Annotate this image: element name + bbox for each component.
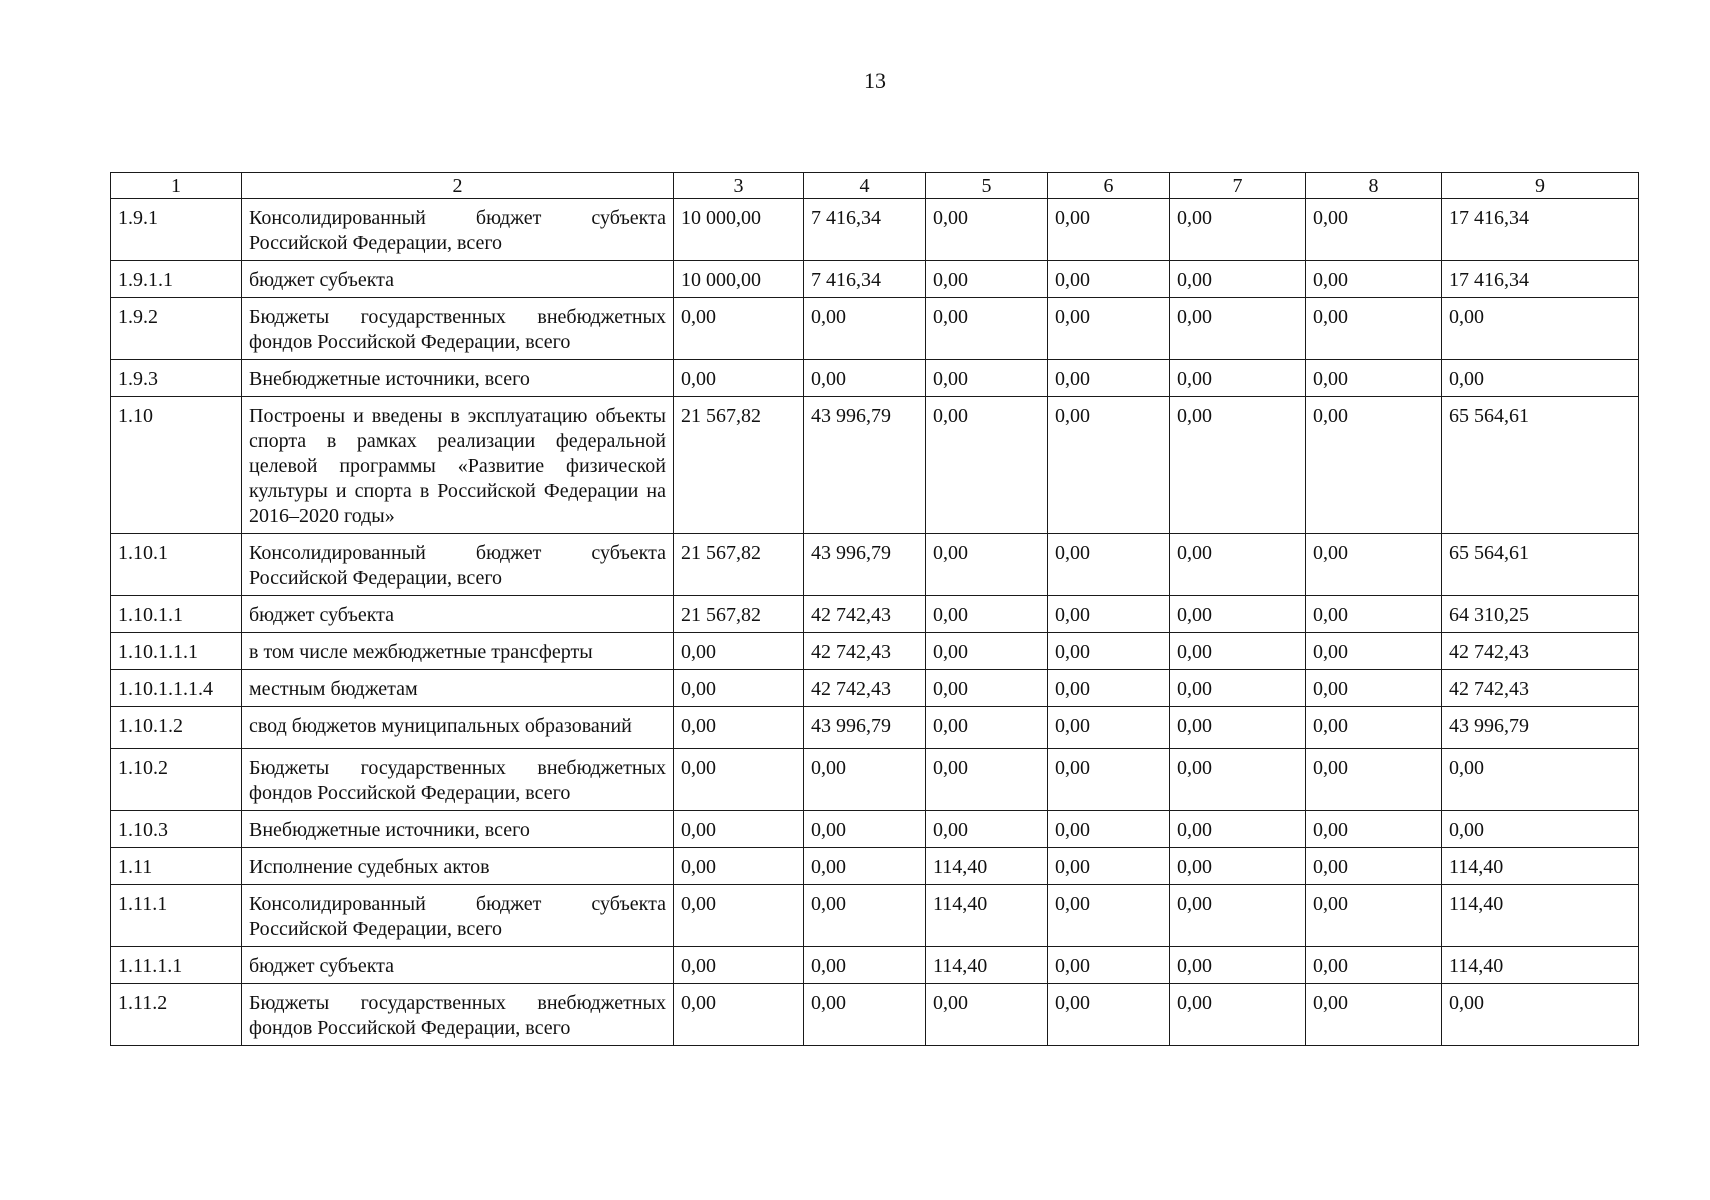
row-value-col6: 0,00 <box>1048 261 1170 298</box>
row-value-col7: 0,00 <box>1170 298 1306 360</box>
row-value-col3: 21 567,82 <box>674 397 804 534</box>
column-header-8: 8 <box>1306 173 1442 199</box>
row-value-col3: 21 567,82 <box>674 534 804 596</box>
row-value-col4: 42 742,43 <box>804 596 926 633</box>
row-value-col7: 0,00 <box>1170 596 1306 633</box>
row-value-col3: 0,00 <box>674 298 804 360</box>
row-value-col5: 114,40 <box>926 885 1048 947</box>
table-row <box>111 199 1639 261</box>
row-value-col4: 0,00 <box>804 360 926 397</box>
row-value-col6: 0,00 <box>1048 848 1170 885</box>
column-header-2: 2 <box>242 173 674 199</box>
row-value-col3: 21 567,82 <box>674 596 804 633</box>
table-row <box>111 984 1639 1046</box>
row-value-col8: 0,00 <box>1306 298 1442 360</box>
row-value-col5: 0,00 <box>926 749 1048 811</box>
row-value-col6: 0,00 <box>1048 633 1170 670</box>
row-value-col9: 0,00 <box>1442 360 1639 397</box>
row-code-cell: 1.10.1 <box>111 534 242 596</box>
budget-table <box>110 172 1639 1046</box>
row-value-col5: 0,00 <box>926 707 1048 749</box>
table-row <box>111 298 1639 360</box>
table-row <box>111 848 1639 885</box>
row-value-col9: 64 310,25 <box>1442 596 1639 633</box>
row-code-cell: 1.11.1 <box>111 885 242 947</box>
row-value-col6: 0,00 <box>1048 984 1170 1046</box>
table-row <box>111 596 1639 633</box>
table-row <box>111 397 1639 534</box>
row-code-cell: 1.10.1.1.1.4 <box>111 670 242 707</box>
row-value-col9: 114,40 <box>1442 885 1639 947</box>
row-value-col3: 0,00 <box>674 947 804 984</box>
row-description-cell: местным бюджетам <box>242 670 674 707</box>
table-row <box>111 947 1639 984</box>
row-description-cell: Внебюджетные источники, всего <box>242 811 674 848</box>
row-code-cell: 1.9.3 <box>111 360 242 397</box>
row-code-cell: 1.11 <box>111 848 242 885</box>
row-description-cell: свод бюджетов муниципальных образований <box>242 707 674 749</box>
row-value-col5: 0,00 <box>926 670 1048 707</box>
row-code-cell: 1.11.2 <box>111 984 242 1046</box>
row-code-cell: 1.9.2 <box>111 298 242 360</box>
row-value-col4: 0,00 <box>804 885 926 947</box>
row-value-col9: 42 742,43 <box>1442 633 1639 670</box>
row-value-col7: 0,00 <box>1170 199 1306 261</box>
row-value-col6: 0,00 <box>1048 885 1170 947</box>
row-description-cell: Консолидированный бюджет субъекта Российской Федерации, всего <box>242 885 674 947</box>
row-value-col8: 0,00 <box>1306 534 1442 596</box>
row-code-cell: 1.10 <box>111 397 242 534</box>
row-value-col5: 0,00 <box>926 261 1048 298</box>
row-value-col3: 10 000,00 <box>674 261 804 298</box>
column-header-7: 7 <box>1170 173 1306 199</box>
row-value-col9: 0,00 <box>1442 298 1639 360</box>
row-value-col7: 0,00 <box>1170 947 1306 984</box>
row-code-cell: 1.10.1.2 <box>111 707 242 749</box>
column-header-9: 9 <box>1442 173 1639 199</box>
row-value-col7: 0,00 <box>1170 397 1306 534</box>
row-value-col3: 0,00 <box>674 811 804 848</box>
row-description-cell: Исполнение судебных актов <box>242 848 674 885</box>
row-value-col8: 0,00 <box>1306 984 1442 1046</box>
row-value-col9: 0,00 <box>1442 749 1639 811</box>
row-value-col6: 0,00 <box>1048 360 1170 397</box>
row-value-col8: 0,00 <box>1306 811 1442 848</box>
row-value-col7: 0,00 <box>1170 534 1306 596</box>
row-value-col6: 0,00 <box>1048 199 1170 261</box>
column-header-4: 4 <box>804 173 926 199</box>
row-value-col8: 0,00 <box>1306 261 1442 298</box>
table-row <box>111 261 1639 298</box>
row-value-col6: 0,00 <box>1048 534 1170 596</box>
table-row <box>111 670 1639 707</box>
row-code-cell: 1.10.1.1 <box>111 596 242 633</box>
row-value-col3: 10 000,00 <box>674 199 804 261</box>
row-value-col4: 42 742,43 <box>804 670 926 707</box>
row-value-col8: 0,00 <box>1306 596 1442 633</box>
table-row <box>111 534 1639 596</box>
row-description-cell: Бюджеты государственных внебюджетных фондов Российской Федерации, всего <box>242 749 674 811</box>
row-description-cell: бюджет субъекта <box>242 947 674 984</box>
row-value-col8: 0,00 <box>1306 947 1442 984</box>
row-code-cell: 1.9.1.1 <box>111 261 242 298</box>
page-number: 13 <box>864 68 886 93</box>
row-value-col8: 0,00 <box>1306 397 1442 534</box>
row-value-col7: 0,00 <box>1170 707 1306 749</box>
row-value-col3: 0,00 <box>674 984 804 1046</box>
row-description-cell: Бюджеты государственных внебюджетных фондов Российской Федерации, всего <box>242 984 674 1046</box>
row-description-cell: в том числе межбюджетные трансферты <box>242 633 674 670</box>
table-body <box>111 199 1639 1046</box>
row-value-col4: 42 742,43 <box>804 633 926 670</box>
row-value-col6: 0,00 <box>1048 707 1170 749</box>
row-code-cell: 1.10.3 <box>111 811 242 848</box>
row-value-col8: 0,00 <box>1306 199 1442 261</box>
table-row <box>111 811 1639 848</box>
column-header-6: 6 <box>1048 173 1170 199</box>
row-value-col3: 0,00 <box>674 670 804 707</box>
row-value-col3: 0,00 <box>674 749 804 811</box>
row-value-col6: 0,00 <box>1048 298 1170 360</box>
row-value-col9: 65 564,61 <box>1442 534 1639 596</box>
row-value-col9: 42 742,43 <box>1442 670 1639 707</box>
table-row <box>111 885 1639 947</box>
row-value-col8: 0,00 <box>1306 749 1442 811</box>
row-value-col6: 0,00 <box>1048 947 1170 984</box>
row-value-col4: 43 996,79 <box>804 534 926 596</box>
row-value-col4: 0,00 <box>804 947 926 984</box>
row-value-col7: 0,00 <box>1170 811 1306 848</box>
row-value-col9: 43 996,79 <box>1442 707 1639 749</box>
row-description-cell: бюджет субъекта <box>242 261 674 298</box>
row-description-cell: Консолидированный бюджет субъекта Российской Федерации, всего <box>242 199 674 261</box>
row-code-cell: 1.10.1.1.1 <box>111 633 242 670</box>
row-value-col5: 0,00 <box>926 534 1048 596</box>
row-value-col9: 65 564,61 <box>1442 397 1639 534</box>
row-description-cell: Консолидированный бюджет субъекта Российской Федерации, всего <box>242 534 674 596</box>
row-value-col4: 43 996,79 <box>804 397 926 534</box>
row-value-col7: 0,00 <box>1170 670 1306 707</box>
row-value-col3: 0,00 <box>674 633 804 670</box>
row-value-col5: 0,00 <box>926 984 1048 1046</box>
row-value-col4: 0,00 <box>804 848 926 885</box>
row-value-col5: 0,00 <box>926 199 1048 261</box>
table-row <box>111 707 1639 749</box>
row-value-col5: 0,00 <box>926 397 1048 534</box>
row-value-col6: 0,00 <box>1048 596 1170 633</box>
row-value-col3: 0,00 <box>674 885 804 947</box>
row-value-col7: 0,00 <box>1170 885 1306 947</box>
header-row <box>111 173 1639 199</box>
column-header-1: 1 <box>111 173 242 199</box>
row-code-cell: 1.10.2 <box>111 749 242 811</box>
row-value-col4: 0,00 <box>804 749 926 811</box>
row-value-col5: 0,00 <box>926 298 1048 360</box>
row-value-col4: 0,00 <box>804 984 926 1046</box>
row-value-col4: 7 416,34 <box>804 261 926 298</box>
row-description-cell: бюджет субъекта <box>242 596 674 633</box>
row-value-col4: 0,00 <box>804 298 926 360</box>
row-value-col5: 114,40 <box>926 947 1048 984</box>
column-header-3: 3 <box>674 173 804 199</box>
row-value-col9: 114,40 <box>1442 947 1639 984</box>
row-value-col7: 0,00 <box>1170 633 1306 670</box>
table-header <box>111 173 1639 199</box>
row-value-col4: 0,00 <box>804 811 926 848</box>
row-value-col5: 0,00 <box>926 360 1048 397</box>
row-value-col9: 0,00 <box>1442 984 1639 1046</box>
row-value-col5: 114,40 <box>926 848 1048 885</box>
row-value-col4: 7 416,34 <box>804 199 926 261</box>
row-value-col3: 0,00 <box>674 848 804 885</box>
row-value-col5: 0,00 <box>926 811 1048 848</box>
row-value-col6: 0,00 <box>1048 811 1170 848</box>
table-row <box>111 360 1639 397</box>
row-value-col8: 0,00 <box>1306 848 1442 885</box>
row-value-col9: 114,40 <box>1442 848 1639 885</box>
table-row <box>111 749 1639 811</box>
row-value-col9: 17 416,34 <box>1442 199 1639 261</box>
row-value-col3: 0,00 <box>674 707 804 749</box>
row-value-col9: 0,00 <box>1442 811 1639 848</box>
column-header-5: 5 <box>926 173 1048 199</box>
row-value-col4: 43 996,79 <box>804 707 926 749</box>
row-code-cell: 1.11.1.1 <box>111 947 242 984</box>
row-value-col7: 0,00 <box>1170 984 1306 1046</box>
row-value-col6: 0,00 <box>1048 397 1170 534</box>
row-value-col8: 0,00 <box>1306 633 1442 670</box>
row-description-cell: Построены и введены в эксплуатацию объекты спорта в рамках реализации федеральной целевой программы «Развитие физической культуры и спорта в Российской Федерации на 2016–2020 годы» <box>242 397 674 534</box>
row-value-col8: 0,00 <box>1306 360 1442 397</box>
row-value-col3: 0,00 <box>674 360 804 397</box>
row-value-col5: 0,00 <box>926 633 1048 670</box>
row-value-col8: 0,00 <box>1306 885 1442 947</box>
row-value-col6: 0,00 <box>1048 670 1170 707</box>
row-value-col7: 0,00 <box>1170 360 1306 397</box>
row-value-col6: 0,00 <box>1048 749 1170 811</box>
row-value-col8: 0,00 <box>1306 707 1442 749</box>
row-description-cell: Бюджеты государственных внебюджетных фондов Российской Федерации, всего <box>242 298 674 360</box>
row-value-col5: 0,00 <box>926 596 1048 633</box>
row-value-col7: 0,00 <box>1170 749 1306 811</box>
row-value-col8: 0,00 <box>1306 670 1442 707</box>
row-value-col9: 17 416,34 <box>1442 261 1639 298</box>
row-code-cell: 1.9.1 <box>111 199 242 261</box>
row-description-cell: Внебюджетные источники, всего <box>242 360 674 397</box>
row-value-col7: 0,00 <box>1170 848 1306 885</box>
row-value-col7: 0,00 <box>1170 261 1306 298</box>
table-row <box>111 633 1639 670</box>
